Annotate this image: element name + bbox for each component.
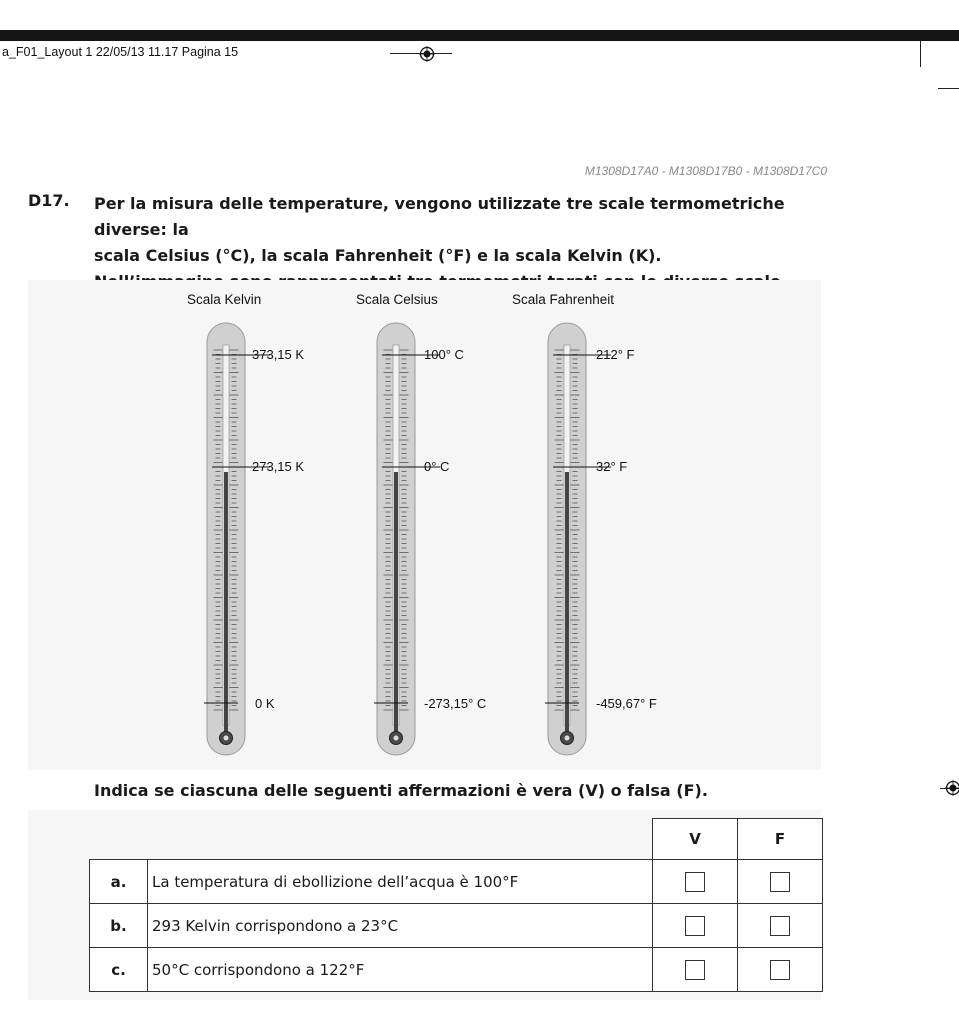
table-header-row <box>90 819 823 860</box>
true-checkbox-a[interactable] <box>685 872 705 892</box>
celsius-thermometer-bulb-highlight <box>394 736 399 741</box>
instruction-text: Indica se ciascuna delle seguenti affermazioni è vera (V) o falsa (F). <box>94 781 708 800</box>
true-false-table <box>89 818 823 992</box>
question-line: Per la misura delle temperature, vengono utilizzate tre scale termometriche diverse: la <box>94 194 785 239</box>
row-letter: b. <box>90 904 148 948</box>
true-checkbox-b[interactable] <box>685 916 705 936</box>
item-codes: M1308D17A0 - M1308D17B0 - M1308D17C0 <box>584 164 827 178</box>
fahrenheit-thermometer-bulb-highlight <box>565 736 570 741</box>
row-statement: 293 Kelvin corrispondono a 23°C <box>148 904 653 948</box>
true-checkbox-c[interactable] <box>685 960 705 980</box>
question-line: scala Celsius (°C), la scala Fahrenheit (°F) e la scala Kelvin (K). <box>94 246 662 265</box>
kelvin-bottom-label: 0 K <box>255 696 275 711</box>
false-checkbox-b[interactable] <box>770 916 790 936</box>
row-statement: 50°C corrispondono a 122°F <box>148 948 653 992</box>
false-checkbox-a[interactable] <box>770 872 790 892</box>
celsius-top-label: 100° C <box>424 347 464 362</box>
row-letter: a. <box>90 860 148 904</box>
kelvin-scale-title: Scala Kelvin <box>187 292 262 307</box>
question-number: D17. <box>28 191 70 210</box>
fahrenheit-top-label: 212° F <box>596 347 635 362</box>
celsius-bottom-label: -273,15° C <box>424 696 487 711</box>
false-checkbox-c[interactable] <box>770 960 790 980</box>
celsius-mid-label: 0° C <box>424 459 450 474</box>
fahrenheit-mid-label: 32° F <box>596 459 628 474</box>
row-letter: c. <box>90 948 148 992</box>
kelvin-top-label: 373,15 K <box>252 347 305 362</box>
kelvin-mid-label: 273,15 K <box>252 459 305 474</box>
table-row <box>90 860 823 904</box>
table-row <box>90 948 823 992</box>
fahrenheit-thermometer-liquid <box>565 472 569 734</box>
fahrenheit-scale-title: Scala Fahrenheit <box>512 292 615 307</box>
header-false: F <box>738 819 823 860</box>
kelvin-thermometer-bulb-highlight <box>224 736 229 741</box>
celsius-thermometer-liquid <box>394 472 398 734</box>
kelvin-thermometer-liquid <box>224 472 228 734</box>
fahrenheit-bottom-label: -459,67° F <box>596 696 657 711</box>
print-header-info: a_F01_Layout 1 22/05/13 11.17 Pagina 15 <box>2 45 239 59</box>
table-row <box>90 904 823 948</box>
celsius-scale-title: Scala Celsius <box>356 292 438 307</box>
header-true: V <box>653 819 738 860</box>
row-statement: La temperatura di ebollizione dell’acqua è 100°F <box>148 860 653 904</box>
